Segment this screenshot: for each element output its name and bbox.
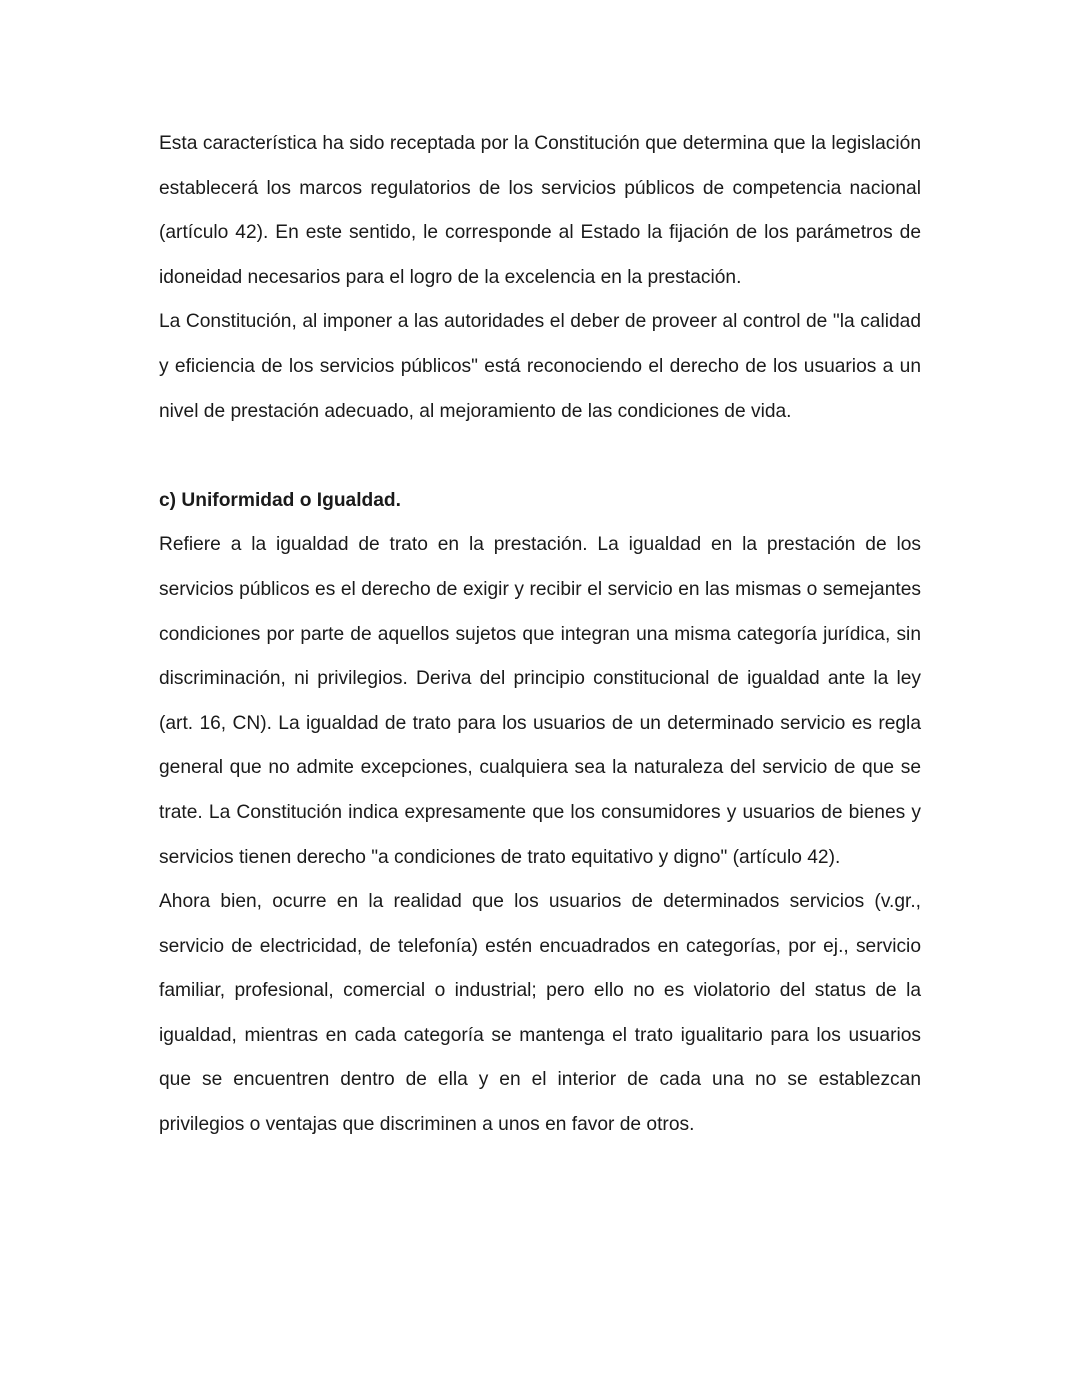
section-heading: c) Uniformidad o Igualdad.: [159, 489, 401, 511]
paragraph-equality-of-treatment: Refiere a la igualdad de trato en la prestación. La igualdad en la prestación de los servicios públicos es el derecho de exigir y recibir el servicio en las mismas o semejantes condiciones por parte de aquellos sujetos que integran una misma categoría jurídica, sin discriminación, ni privilegios. Deriva del principio constitucional de igualdad ante la ley (art. 16, CN). La igualdad de trato para los usuarios de un determinado servicio es regla general que no admite excepciones, cualquiera sea la naturaleza del servicio de que se trate. La Constitución indica expresamente que los consumidores y usuarios de bienes y servicios tienen derecho "a condiciones de trato equitativo y digno" (artículo 42).: [159, 534, 921, 868]
paragraph-user-categories: Ahora bien, ocurre en la realidad que los usuarios de determinados servicios (v.gr., servicio de electricidad, de telefonía) estén encuadrados en categorías, por ej., servicio familiar, profesional, comercial o industrial; pero ello no es violatorio del status de la igualdad, mientras en cada categoría se mantenga el trato igualitario para los usuarios que se encuentren dentro de ella y en el interior de cada una no se establezcan privilegios o ventajas que discriminen a unos en favor de otros.: [159, 891, 921, 1136]
paragraph-constitution-regulatory-frameworks: Esta característica ha sido receptada por la Constitución que determina que la legislación establecerá los marcos regulatorios de los servicios públicos de competencia nacional (artículo 42). En este sentido, le corresponde al Estado la fijación de los parámetros de idoneidad necesarios para el logro de la excelencia en la prestación.: [159, 133, 921, 288]
paragraph-quality-efficiency-control: La Constitución, al imponer a las autoridades el deber de proveer al control de "la calidad y eficiencia de los servicios públicos" está reconociendo el derecho de los usuarios a un nivel de prestación adecuado, al mejoramiento de las condiciones de vida.: [159, 311, 921, 422]
section-spacer: [159, 434, 921, 479]
document-body: [159, 122, 921, 1148]
